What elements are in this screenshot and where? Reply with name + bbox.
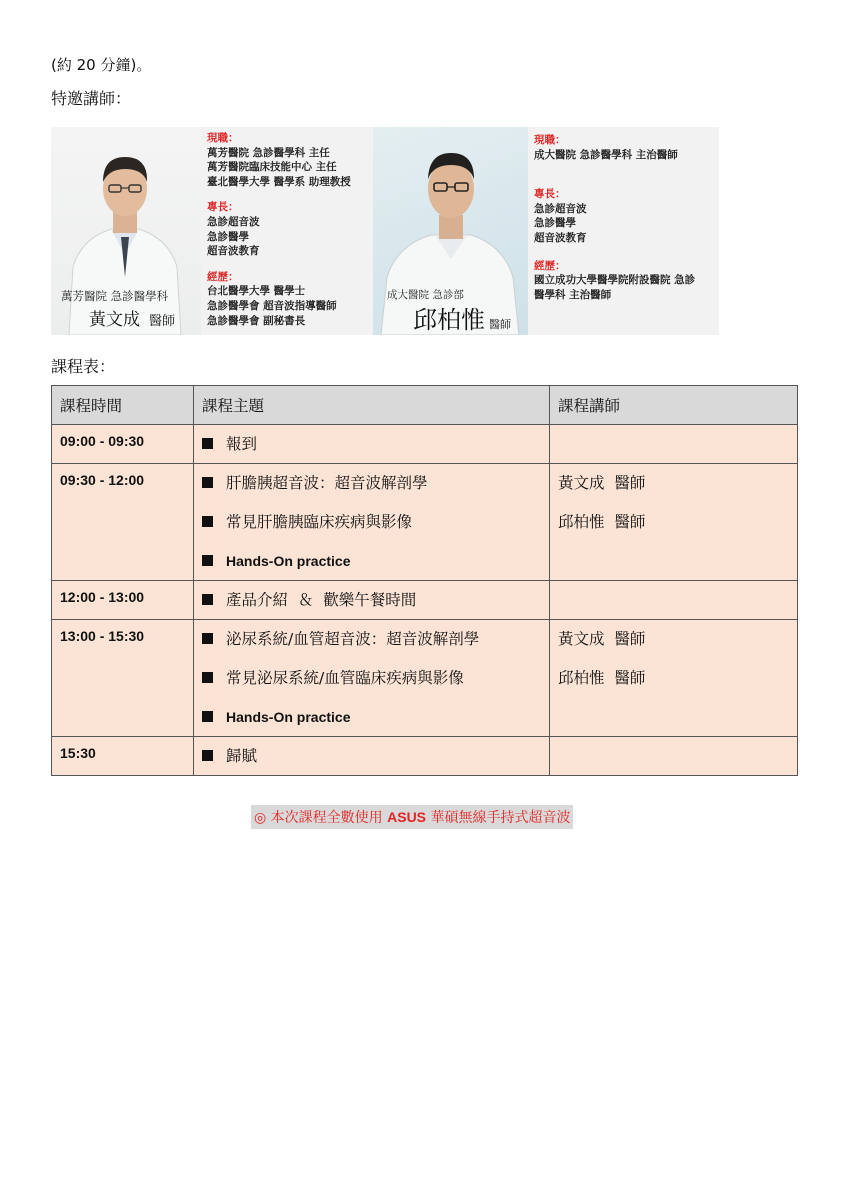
topic-cell: [194, 620, 550, 737]
speaker-item: 黃文成 醫師: [558, 630, 646, 648]
time-cell: 15:30: [52, 737, 194, 776]
speaker-1-current-line: 臺北醫學大學 醫學系 助理教授: [207, 175, 351, 188]
square-bullet-icon: [202, 438, 213, 449]
time-cell: 12:00 - 13:00: [52, 581, 194, 620]
square-bullet-icon: [202, 672, 213, 683]
table-row: [52, 581, 798, 620]
topic-item: Hands-On practice: [226, 709, 351, 725]
note-prefix: 本次課程全數使用: [270, 810, 383, 826]
schedule-heading: 課程表：: [51, 357, 116, 376]
speaker-2-experience-line: 國立成功大學醫學院附設醫院 急診: [534, 274, 696, 287]
speaker-2-experience-label: 經歷：: [534, 259, 566, 272]
speaker-1-name: 黃文成: [89, 310, 140, 330]
topic-item: 產品介紹 ＆ 歡樂午餐時間: [226, 591, 417, 609]
square-bullet-icon: [202, 633, 213, 644]
square-bullet-icon: [202, 477, 213, 488]
speaker-2-experience-line: 醫學科 主治醫師: [534, 288, 612, 301]
speaker-1-info: [207, 131, 375, 328]
speaker-2-specialty-line: 超音波教育: [534, 231, 587, 244]
speaker-2-hospital-caption: 成大醫院 急診部: [387, 289, 464, 301]
speakers-heading: 特邀講師：: [51, 89, 132, 108]
speaker-cell: [550, 737, 798, 776]
speaker-2-name: 邱柏惟: [413, 306, 485, 334]
topic-item: 泌尿系統/血管超音波：超音波解剖學: [226, 630, 480, 648]
speaker-1-specialty-label: 專長：: [207, 201, 239, 214]
column-header-speaker: 課程講師: [550, 386, 798, 425]
note-brand: ASUS: [387, 809, 427, 825]
speaker-1-photo: [51, 127, 201, 335]
speaker-cell: [550, 464, 798, 581]
column-header-time: 課程時間: [52, 386, 194, 425]
table-row: [52, 620, 798, 737]
bullseye-icon: ◎: [254, 810, 267, 826]
topic-cell: [194, 464, 550, 581]
topic-item: 歸賦: [226, 747, 258, 765]
table-row: [52, 464, 798, 581]
topic-item: Hands-On practice: [226, 553, 351, 569]
topic-cell: [194, 425, 550, 464]
duration-text: (約 20 分鐘)。: [51, 56, 152, 74]
speaker-cell: [550, 425, 798, 464]
topic-cell: [194, 581, 550, 620]
topic-item: 報到: [226, 435, 258, 453]
topic-cell: [194, 737, 550, 776]
speaker-1-experience-label: 經歷：: [207, 270, 239, 283]
table-row: [52, 425, 798, 464]
schedule-table: [51, 385, 798, 776]
speaker-1-current-line: 萬芳醫院 急診醫學科 主任: [207, 146, 330, 159]
speaker-2-current-label: 現職：: [534, 134, 566, 146]
square-bullet-icon: [202, 711, 213, 722]
note-suffix: 華碩無線手持式超音波: [430, 810, 571, 826]
square-bullet-icon: [202, 516, 213, 527]
speaker-2-specialty-label: 專長：: [534, 188, 566, 201]
speaker-1-current-line: 萬芳醫院臨床技能中心 主任: [207, 161, 337, 174]
speaker-1-hospital-caption: 萬芳醫院 急診醫學科: [61, 289, 169, 303]
speaker-1-specialty-line: 急診超音波: [207, 215, 260, 228]
table-header-row: [52, 386, 798, 425]
speaker-2-current-line: 成大醫院 急診醫學科 主治醫師: [534, 148, 678, 161]
table-row: [52, 737, 798, 776]
speakers-banner: [51, 127, 719, 335]
column-header-topic: 課程主題: [194, 386, 550, 425]
speaker-1-current-label: 現職：: [207, 132, 239, 144]
square-bullet-icon: [202, 750, 213, 761]
speaker-1-title: 醫師: [149, 314, 176, 329]
speaker-item: 邱柏惟 醫師: [558, 669, 646, 687]
time-cell: 13:00 - 15:30: [52, 620, 194, 737]
speaker-1-experience-line: 急診醫學會 超音波指導醫師: [207, 299, 337, 312]
speaker-2-specialty-line: 急診醫學: [534, 217, 576, 230]
square-bullet-icon: [202, 594, 213, 605]
speaker-cell: [550, 620, 798, 737]
topic-item: 常見肝膽胰臨床疾病與影像: [226, 513, 413, 531]
speaker-1-experience-line: 台北醫學大學 醫學士: [207, 285, 306, 298]
speaker-cell: [550, 581, 798, 620]
speaker-1-experience-line: 急診醫學會 副秘書長: [207, 314, 306, 327]
time-cell: 09:00 - 09:30: [52, 425, 194, 464]
speaker-2-info: [534, 133, 718, 302]
speaker-1-specialty-line: 急診醫學: [207, 230, 249, 243]
speaker-1-specialty-line: 超音波教育: [207, 245, 260, 258]
asus-usage-note: [251, 805, 573, 829]
topic-item: 肝膽胰超音波：超音波解剖學: [226, 474, 428, 492]
speaker-item: 邱柏惟 醫師: [558, 513, 646, 531]
speaker-item: 黃文成 醫師: [558, 474, 646, 492]
square-bullet-icon: [202, 555, 213, 566]
speaker-2-specialty-line: 急診超音波: [534, 202, 587, 215]
speaker-2-photo: [373, 127, 528, 335]
time-cell: 09:30 - 12:00: [52, 464, 194, 581]
speaker-2-title: 醫師: [489, 318, 511, 331]
topic-item: 常見泌尿系統/血管臨床疾病與影像: [226, 669, 464, 687]
